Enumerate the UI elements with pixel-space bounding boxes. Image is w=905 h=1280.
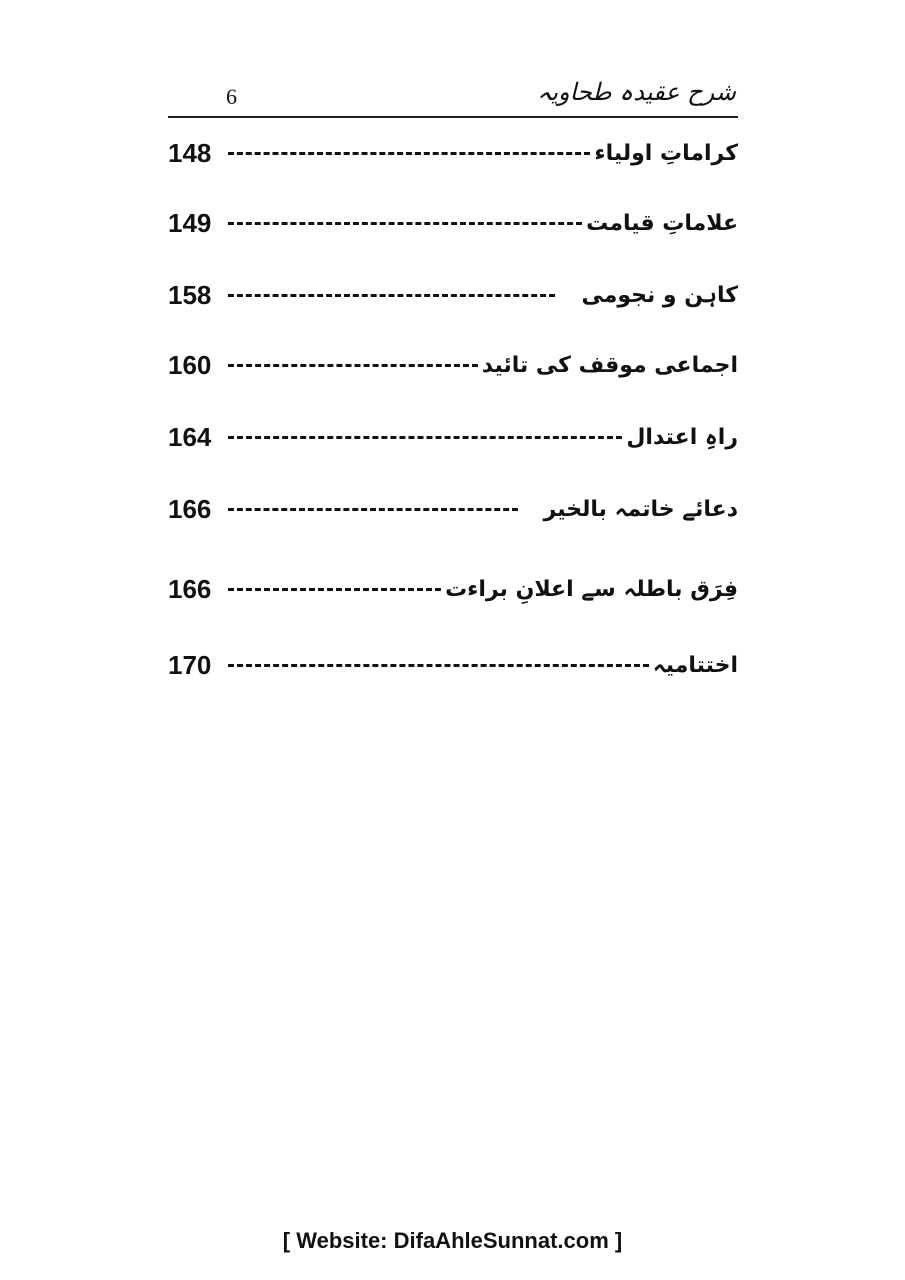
dash-leader <box>228 436 622 439</box>
toc-entry <box>168 198 738 248</box>
toc-entry <box>168 484 738 534</box>
page-number: 6 <box>226 84 237 109</box>
dash-leader <box>228 152 590 155</box>
dash-leader <box>228 222 582 225</box>
toc-page-number: 149 <box>168 207 212 238</box>
toc-title: اجماعی موقف کی تائید <box>481 352 738 378</box>
toc-entry <box>168 128 738 178</box>
toc-page-number: 158 <box>168 279 212 310</box>
toc-page-number: 166 <box>168 573 212 604</box>
toc-entry <box>168 340 738 390</box>
toc-page-number: 166 <box>168 493 212 524</box>
toc-entry <box>168 640 738 690</box>
dash-leader <box>228 508 518 511</box>
toc-title: کاہن و نجومی <box>581 282 738 308</box>
toc-entry <box>168 564 738 614</box>
page-header <box>168 76 738 118</box>
toc-page-number: 148 <box>168 137 212 168</box>
dash-leader <box>228 588 441 591</box>
toc-page-number: 160 <box>168 349 212 380</box>
toc-title: دعائے خاتمہ بالخیر <box>543 496 738 522</box>
toc-page-number: 164 <box>168 421 212 452</box>
toc-entry <box>168 412 738 462</box>
toc-title: راہِ اعتدال <box>626 424 738 450</box>
toc-title: اختتامیہ <box>652 652 738 678</box>
toc-title: علاماتِ قیامت <box>586 210 738 236</box>
dash-leader <box>228 664 649 667</box>
dash-leader <box>228 364 478 367</box>
website-footer: [ Website: DifaAhleSunnat.com ] <box>282 1228 623 1253</box>
toc-entry <box>168 270 738 320</box>
running-title: شرح عقیدہ طحاویہ <box>537 78 736 106</box>
toc-page-number: 170 <box>168 649 212 680</box>
toc-title: کراماتِ اولیاء <box>594 140 738 166</box>
dash-leader <box>228 294 555 297</box>
toc-title: فِرَق باطلہ سے اعلانِ براءت <box>445 576 738 602</box>
